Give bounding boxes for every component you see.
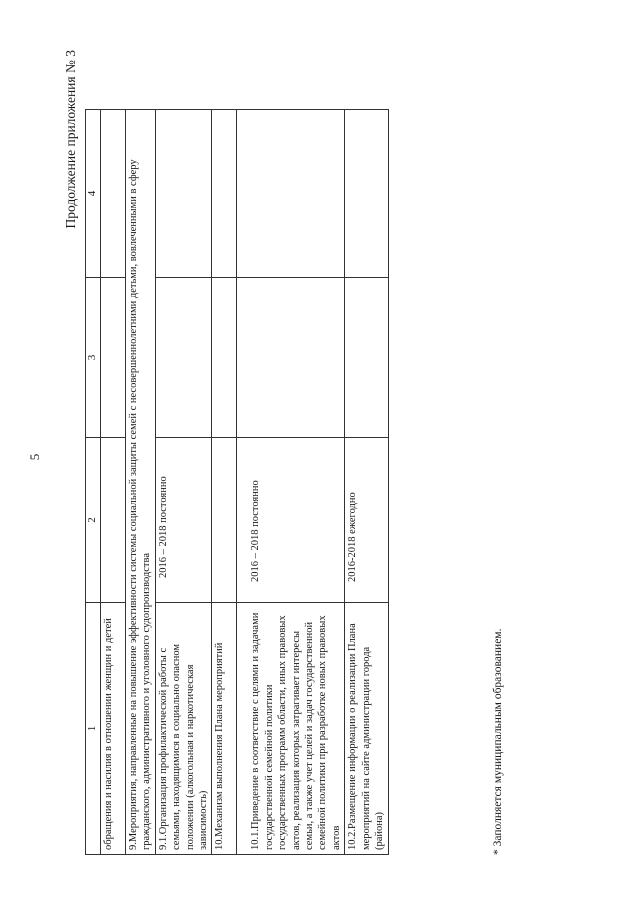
table-row <box>345 110 388 855</box>
table-header-row <box>86 110 101 855</box>
table-row <box>212 110 237 855</box>
column-header: 1 <box>86 603 101 855</box>
footnote: * Заполняется муниципальным образованием. <box>492 628 504 855</box>
table-cell <box>237 278 345 438</box>
table-cell <box>345 110 388 278</box>
table-row <box>101 110 126 855</box>
table-cell <box>212 278 237 438</box>
table-cell: 10.2.Размещение информации о реализации Плана мероприятий на сайте администрации города (района) <box>345 603 388 855</box>
table-cell <box>155 278 212 438</box>
table-cell <box>155 110 212 278</box>
rotated-sheet <box>55 45 525 875</box>
column-header: 4 <box>86 110 101 278</box>
table-cell <box>212 110 237 278</box>
table-cell: обращения и насилия в отношении женщин и детей <box>101 603 126 855</box>
table-cell <box>101 110 126 278</box>
table-cell: 10.1.Приведение в соответствие с целями и задачами государственной семейной политики государственных программ области, иных правовых актов, реализация которых затрагивает интересы семьи, а также учет целей и задач государственной семейной политики при разработке новых правовых актов <box>237 603 345 855</box>
table-cell <box>237 110 345 278</box>
table-cell <box>212 438 237 603</box>
table-cell: 10.Механизм выполнения Плана мероприятий <box>212 603 237 855</box>
table-row <box>237 110 345 855</box>
column-header: 3 <box>86 278 101 438</box>
plan-table <box>85 109 389 855</box>
table-cell <box>101 438 126 603</box>
section-heading: 9.Мероприятия, направленные на повышение эффективности системы социальной защиты семей с несовершеннолетними детьми, вовлеченными в сферу гражданского, административного и уголовного судопроизводства <box>126 110 156 855</box>
table-cell <box>345 278 388 438</box>
section-row <box>126 110 156 855</box>
table-cell: 9.1.Организация профилактической работы с семьями, находящимися в социально опасном положении (алкогольная и наркотическая зависимость) <box>155 603 212 855</box>
column-header: 2 <box>86 438 101 603</box>
continuation-heading: Продолжение приложения № 3 <box>63 50 78 229</box>
page-number: 5 <box>27 453 42 461</box>
table-cell: 2016 – 2018 постоянно <box>155 438 212 603</box>
table-cell: 2016 – 2018 постоянно <box>237 438 345 603</box>
table-cell: 2016-2018 ежегодно <box>345 438 388 603</box>
table-row <box>155 110 212 855</box>
table-cell <box>101 278 126 438</box>
